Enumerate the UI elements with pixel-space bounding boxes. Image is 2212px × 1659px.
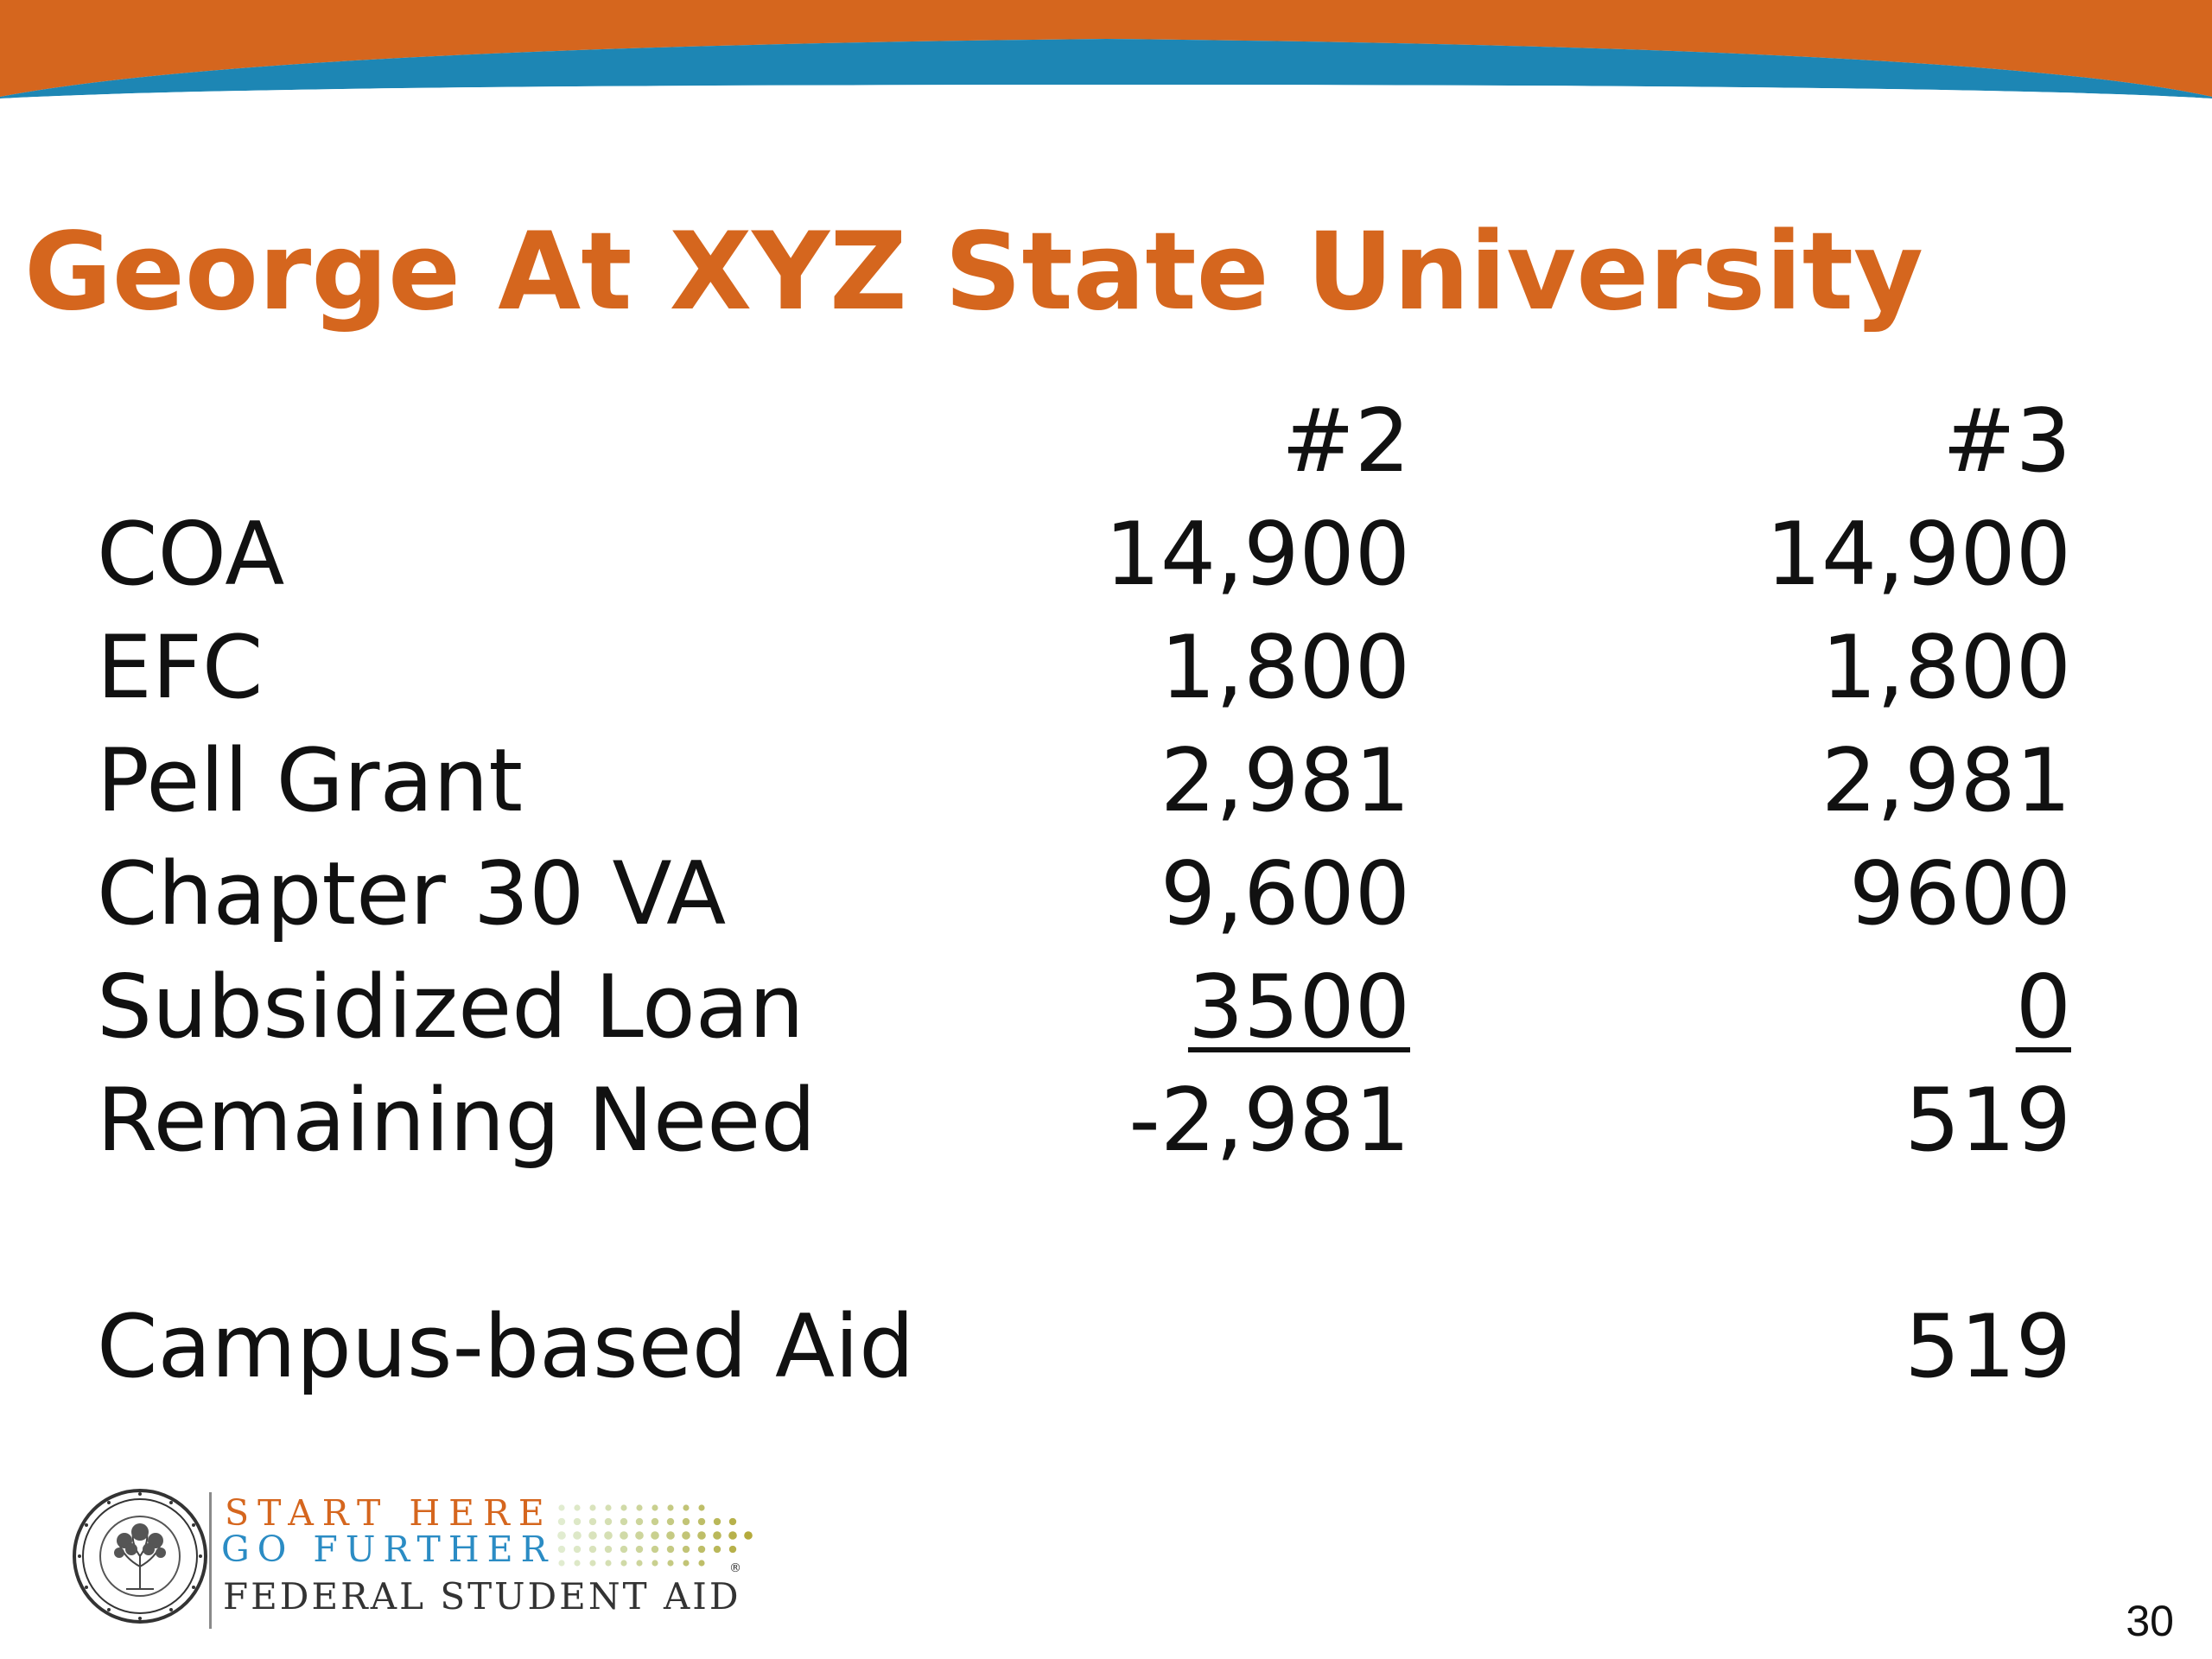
row-value-3: 9600 xyxy=(1848,842,2071,944)
logo-dot xyxy=(605,1560,611,1566)
header-label-empty xyxy=(97,385,961,498)
table-header-row xyxy=(97,385,2071,498)
logo-dot xyxy=(557,1531,566,1540)
row-value-3: 14,900 xyxy=(1765,503,2071,605)
logo-dot xyxy=(589,1560,595,1566)
top-banner xyxy=(0,0,2212,112)
federal-student-aid-logo xyxy=(71,1482,762,1637)
logo-dot xyxy=(558,1546,565,1553)
logo-dot xyxy=(605,1504,611,1510)
row-label: Chapter 30 VA xyxy=(97,842,727,944)
row-label: EFC xyxy=(97,616,264,718)
logo-dot xyxy=(558,1560,564,1566)
department-of-education-seal-icon xyxy=(71,1487,209,1625)
column-header-3: #3 xyxy=(1942,390,2071,492)
row-label: Remaining Need xyxy=(97,1069,817,1171)
logo-dot xyxy=(666,1531,675,1540)
logo-dot xyxy=(652,1560,658,1566)
logo-divider xyxy=(209,1492,212,1629)
table-row-coa xyxy=(97,498,2071,611)
logo-dot xyxy=(636,1546,643,1553)
table-row-campus-based-aid xyxy=(97,1290,2071,1403)
spacer-cell xyxy=(97,1177,961,1290)
logo-dot xyxy=(588,1531,597,1540)
row-value-2: 9,600 xyxy=(1160,842,1410,944)
table-row-efc xyxy=(97,611,2071,724)
logo-dot xyxy=(667,1504,673,1510)
logo-dot xyxy=(605,1518,612,1525)
logo-dot xyxy=(574,1504,580,1510)
underlined-value: 0 xyxy=(2015,956,2071,1058)
logo-text-federal-student-aid: FEDERAL STUDENT AID xyxy=(223,1575,741,1618)
row-value-3: 519 xyxy=(1904,1069,2071,1171)
logo-dot xyxy=(698,1504,704,1510)
row-value-2 xyxy=(961,950,1410,1064)
row-value-3: 519 xyxy=(1904,1295,2071,1397)
logo-dot xyxy=(683,1560,689,1566)
logo-dot xyxy=(604,1531,613,1540)
logo-dot xyxy=(698,1560,704,1566)
logo-dot xyxy=(667,1546,674,1553)
logo-dot xyxy=(620,1504,626,1510)
logo-dot xyxy=(713,1531,721,1540)
row-label: Pell Grant xyxy=(97,729,523,831)
logo-dot xyxy=(683,1504,689,1510)
spacer-cell xyxy=(1410,1177,2071,1290)
logo-dot xyxy=(620,1518,627,1525)
logo-dot xyxy=(667,1560,673,1566)
logo-dot xyxy=(636,1518,643,1525)
page-number: 30 xyxy=(2126,1597,2174,1645)
logo-dot xyxy=(589,1546,596,1553)
logo-dot xyxy=(558,1504,564,1510)
logo-dot xyxy=(574,1546,581,1553)
underlined-value: 3500 xyxy=(1187,956,1410,1058)
logo-dot xyxy=(729,1546,736,1553)
logo-dot xyxy=(714,1546,721,1553)
logo-dot xyxy=(651,1531,659,1540)
aid-comparison-table xyxy=(97,385,2071,1403)
row-value-3: 2,981 xyxy=(1821,729,2071,831)
logo-text-go-further: GO FURTHER xyxy=(221,1529,556,1570)
logo-dot xyxy=(589,1518,596,1525)
slide-title: George At XYZ State University xyxy=(24,210,1923,334)
table-row-chapter-30-va xyxy=(97,837,2071,950)
logo-dot xyxy=(729,1518,736,1525)
spacer-cell xyxy=(961,1177,1410,1290)
row-value-2: 1,800 xyxy=(1160,616,1410,718)
logo-dot xyxy=(636,1560,642,1566)
column-header-2: #2 xyxy=(1281,390,1410,492)
logo-dot xyxy=(698,1546,705,1553)
logo-dot xyxy=(698,1518,705,1525)
row-value-2: 2,981 xyxy=(1160,729,1410,831)
logo-dot xyxy=(697,1531,706,1540)
logo-dot-pattern-icon xyxy=(555,1501,814,1570)
registered-mark: ® xyxy=(729,1561,741,1575)
logo-dot xyxy=(744,1531,753,1540)
table-row-subsidized-loan xyxy=(97,950,2071,1064)
row-value-2: 14,900 xyxy=(1104,503,1410,605)
logo-dot xyxy=(574,1518,581,1525)
logo-dot xyxy=(652,1518,658,1525)
logo-dot xyxy=(728,1531,737,1540)
logo-dot xyxy=(620,1531,628,1540)
logo-dot xyxy=(683,1546,690,1553)
table-spacer-row xyxy=(97,1177,2071,1290)
logo-dot xyxy=(620,1546,627,1553)
table-row-pell-grant xyxy=(97,724,2071,837)
table-row-remaining-need xyxy=(97,1064,2071,1177)
logo-dot xyxy=(558,1518,565,1525)
logo-dot xyxy=(589,1504,595,1510)
logo-dot xyxy=(635,1531,644,1540)
row-value-2 xyxy=(961,1290,1410,1403)
row-label: Subsidized Loan xyxy=(97,956,804,1058)
row-value-2: -2,981 xyxy=(1128,1069,1410,1171)
row-value-3 xyxy=(1410,950,2071,1064)
logo-text-start-here: START HERE xyxy=(225,1492,553,1534)
logo-dot xyxy=(714,1518,721,1525)
logo-dot xyxy=(667,1518,674,1525)
logo-dot xyxy=(605,1546,612,1553)
row-label: COA xyxy=(97,503,285,605)
logo-dot xyxy=(620,1560,626,1566)
logo-dot xyxy=(652,1546,658,1553)
logo-dot xyxy=(682,1531,690,1540)
logo-dot xyxy=(574,1560,580,1566)
logo-dot xyxy=(652,1504,658,1510)
logo-dot xyxy=(573,1531,582,1540)
logo-dot xyxy=(683,1518,690,1525)
logo-dot xyxy=(636,1504,642,1510)
row-value-3: 1,800 xyxy=(1821,616,2071,718)
row-label: Campus-based Aid xyxy=(97,1295,915,1397)
